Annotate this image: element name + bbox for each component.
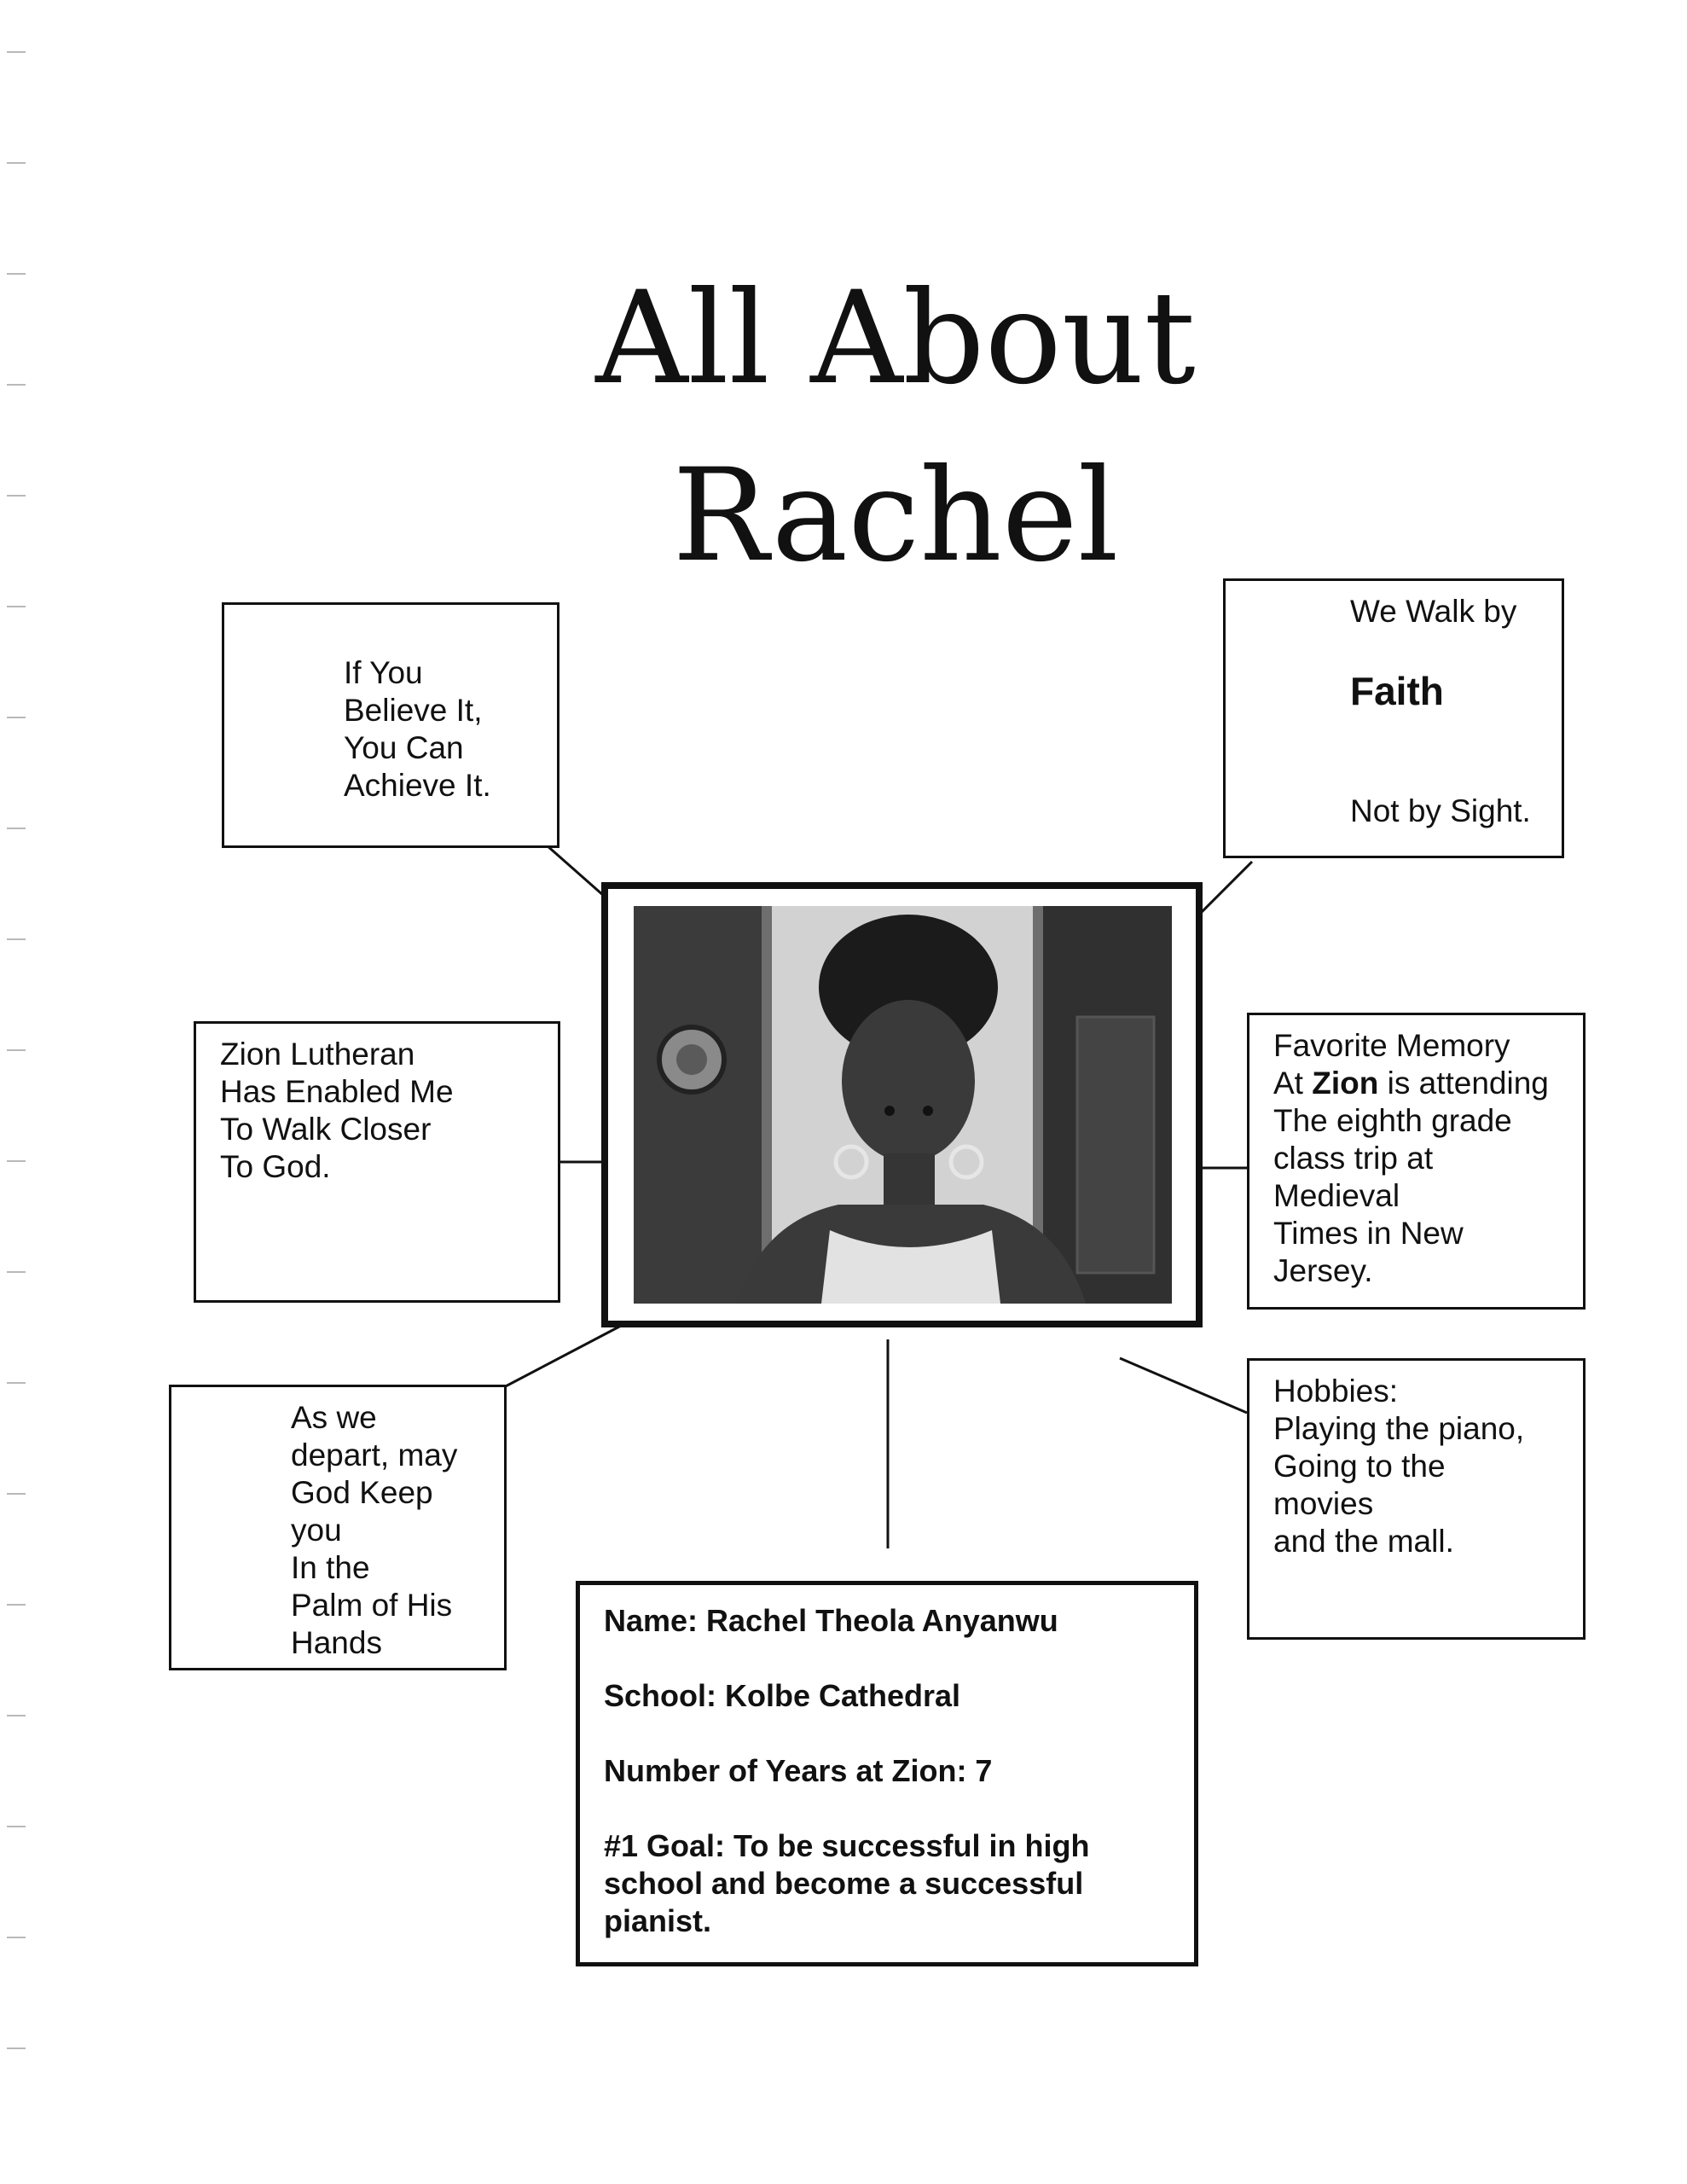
years-at-zion: Number of Years at Zion: 7 bbox=[604, 1753, 993, 1788]
margin-tick bbox=[7, 1604, 26, 1606]
margin-tick bbox=[7, 273, 26, 275]
margin-tick bbox=[7, 717, 26, 718]
hobbies-text: Hobbies: Playing the piano, Going to the movies and the mall. bbox=[1273, 1374, 1525, 1559]
margin-tick bbox=[7, 384, 26, 386]
student-school: School: Kolbe Cathedral bbox=[604, 1678, 961, 1713]
quote-box-believe bbox=[222, 602, 559, 848]
memory-rest: The eighth grade class trip at Medieval Times in New Jersey. bbox=[1273, 1103, 1512, 1288]
student-goal: #1 Goal: To be successful in high school and become a successful pianist. bbox=[604, 1828, 1090, 1938]
memory-line-1: Favorite Memory bbox=[1273, 1028, 1510, 1063]
margin-tick bbox=[7, 162, 26, 164]
favorite-memory-box bbox=[1247, 1013, 1586, 1310]
scan-margin-marks bbox=[7, 51, 27, 2150]
portrait-frame bbox=[601, 882, 1203, 1327]
margin-tick bbox=[7, 1049, 26, 1051]
favorite-memory-text bbox=[1273, 1027, 1549, 1290]
page-title-line-2: Rachel bbox=[672, 442, 1119, 590]
page-title-line-1: All About bbox=[595, 264, 1196, 413]
margin-tick bbox=[7, 1493, 26, 1495]
margin-tick bbox=[7, 1271, 26, 1273]
memory-prefix: At bbox=[1273, 1066, 1313, 1101]
margin-tick bbox=[7, 1826, 26, 1827]
margin-tick bbox=[7, 1160, 26, 1162]
margin-tick bbox=[7, 51, 26, 53]
student-info-box bbox=[576, 1581, 1198, 1966]
margin-tick bbox=[7, 828, 26, 829]
margin-tick bbox=[7, 495, 26, 497]
margin-tick bbox=[7, 1937, 26, 1938]
zion-quote-text: Zion Lutheran Has Enabled Me To Walk Closer To God. bbox=[220, 1037, 454, 1184]
connector-line-hobbies bbox=[1120, 1358, 1247, 1413]
quote-box-zion bbox=[194, 1021, 560, 1303]
quote-box-faith bbox=[1223, 578, 1564, 858]
portrait-photo bbox=[634, 906, 1172, 1304]
margin-tick bbox=[7, 1715, 26, 1716]
believe-quote-text: If You Believe It, You Can Achieve It. bbox=[344, 655, 491, 803]
memory-emphasis: Zion bbox=[1312, 1066, 1379, 1101]
hobbies-box bbox=[1247, 1358, 1586, 1640]
quote-box-depart bbox=[169, 1385, 507, 1670]
faith-quote-top: We Walk by bbox=[1350, 594, 1517, 629]
depart-quote-text: As we depart, may God Keep you In the Palm of His Hands bbox=[291, 1400, 458, 1660]
margin-tick bbox=[7, 938, 26, 940]
student-name: Name: Rachel Theola Anyanwu bbox=[604, 1603, 1058, 1638]
margin-tick bbox=[7, 2048, 26, 2049]
faith-quote-emphasis: Faith bbox=[1350, 669, 1444, 713]
faith-quote-bottom: Not by Sight. bbox=[1350, 793, 1531, 828]
margin-tick bbox=[7, 1382, 26, 1384]
memory-suffix: is attending bbox=[1378, 1066, 1549, 1101]
margin-tick bbox=[7, 606, 26, 607]
